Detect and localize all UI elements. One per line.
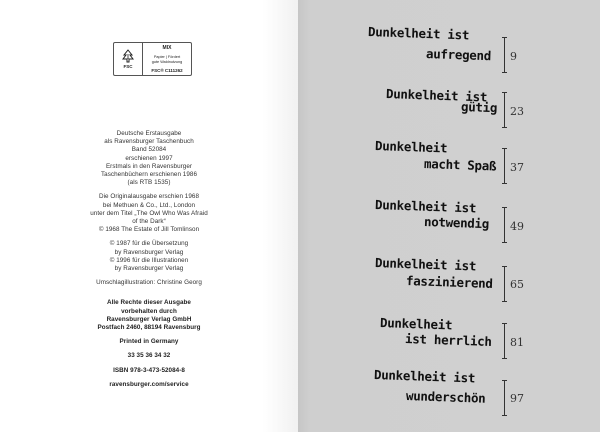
imprint-line: Taschenbüchern erschienen 1986 <box>100 171 198 179</box>
imprint-line: als Ravensburger Taschenbuch <box>104 138 194 146</box>
imprint-line: © 1968 The Estate of Jill Tomlinson <box>98 226 200 234</box>
print-run-text: 33 35 36 34 32 <box>127 352 171 360</box>
imprint-line: erschienen 1997 <box>125 154 173 162</box>
print-run <box>0 352 298 360</box>
rights-block <box>0 299 298 332</box>
toc-page-number: 97 <box>510 392 524 405</box>
toc-title-line: Dunkelheit <box>379 315 453 333</box>
website-text: ravensburger.com/service <box>109 380 189 388</box>
fsc-logo-text: FSC <box>123 64 133 69</box>
imprint-line: Umschlagillustration: Christine Georg <box>96 279 202 287</box>
toc-separator <box>504 92 505 128</box>
imprint-line: of the Dark“ <box>132 218 166 226</box>
toc-page-number: 65 <box>510 278 524 291</box>
toc-page-number: 23 <box>510 105 524 118</box>
fsc-tree-icon <box>114 43 143 75</box>
fsc-paper-line: Papier | Fördert <box>153 55 181 59</box>
contents-page <box>298 0 600 432</box>
imprint-line: by Ravensburger Verlag <box>114 248 184 256</box>
imprint-line: Die Originalausgabe erschien 1968 <box>98 193 199 201</box>
toc-title-line: Dunkelheit ist <box>367 24 470 43</box>
toc-title-line: Dunkelheit ist <box>374 197 477 216</box>
imprint-line: Band 52084 <box>131 146 167 154</box>
toc-title-line: faszinierend <box>405 273 493 292</box>
isbn-text: ISBN 978-3-473-52084-8 <box>113 366 185 374</box>
fsc-paper-line: gute Waldnutzung <box>151 59 183 64</box>
isbn <box>0 367 298 375</box>
cover-credit-block <box>0 279 298 287</box>
toc-page-number: 49 <box>510 220 524 233</box>
toc-title-line: notwendig <box>423 214 490 232</box>
imprint-line: © 1996 für die Illustrationen <box>109 256 189 264</box>
imprint-line: Postfach 2460, 88194 Ravensburg <box>97 324 201 332</box>
toc-separator <box>504 148 505 184</box>
imprint-line: Alle Rechte dieser Ausgabe <box>106 299 191 307</box>
toc-page-number: 37 <box>510 161 524 174</box>
imprint-page <box>0 0 298 432</box>
toc-separator <box>504 37 505 73</box>
toc-separator <box>504 266 505 302</box>
fsc-paper <box>146 55 188 64</box>
fsc-code: FSC® C111262 <box>151 68 183 73</box>
imprint-line: Deutsche Erstausgabe <box>116 130 182 137</box>
table-of-contents <box>298 0 600 432</box>
toc-title-line: Dunkelheit ist <box>373 367 476 386</box>
toc-page-number: 81 <box>510 336 524 349</box>
toc-title-line: gütig <box>460 99 498 116</box>
imprint-line: bei Methuen & Co., Ltd., London <box>102 201 196 209</box>
imprint-line: (als RTB 1535) <box>127 179 171 187</box>
toc-title-line: aufregend <box>425 46 492 64</box>
imprint-line: © 1987 für die Übersetzung <box>109 240 189 248</box>
toc-separator <box>504 323 505 359</box>
edition-block <box>0 130 298 187</box>
original-edition-block <box>0 193 298 234</box>
imprint-text <box>0 130 298 395</box>
website <box>0 381 298 389</box>
copyright-block <box>0 240 298 273</box>
toc-title-line: wunderschön <box>405 388 486 406</box>
toc-title-line: Dunkelheit ist <box>385 86 488 105</box>
imprint-line: by Ravensburger Verlag <box>114 265 184 273</box>
toc-title-line: ist herrlich <box>404 331 492 350</box>
fsc-label <box>113 42 192 76</box>
imprint-line: vorbehalten durch <box>121 307 177 315</box>
toc-separator <box>504 207 505 243</box>
printed-in <box>0 338 298 346</box>
toc-title-line: Dunkelheit ist <box>374 255 477 274</box>
imprint-line: unter dem Titel „The Owl Who Was Afraid <box>90 209 208 217</box>
toc-separator <box>504 380 505 416</box>
fsc-mix: MIX <box>162 45 172 51</box>
imprint-line: Erstmals in den Ravensburger <box>105 162 193 170</box>
toc-title-line: Dunkelheit <box>374 138 448 156</box>
toc-page-number: 9 <box>510 50 517 63</box>
fsc-text <box>143 43 191 75</box>
imprint-line: Ravensburger Verlag GmbH <box>106 315 192 323</box>
printed-in-text: Printed in Germany <box>119 338 179 346</box>
toc-title-line: macht Spaß <box>423 156 497 174</box>
